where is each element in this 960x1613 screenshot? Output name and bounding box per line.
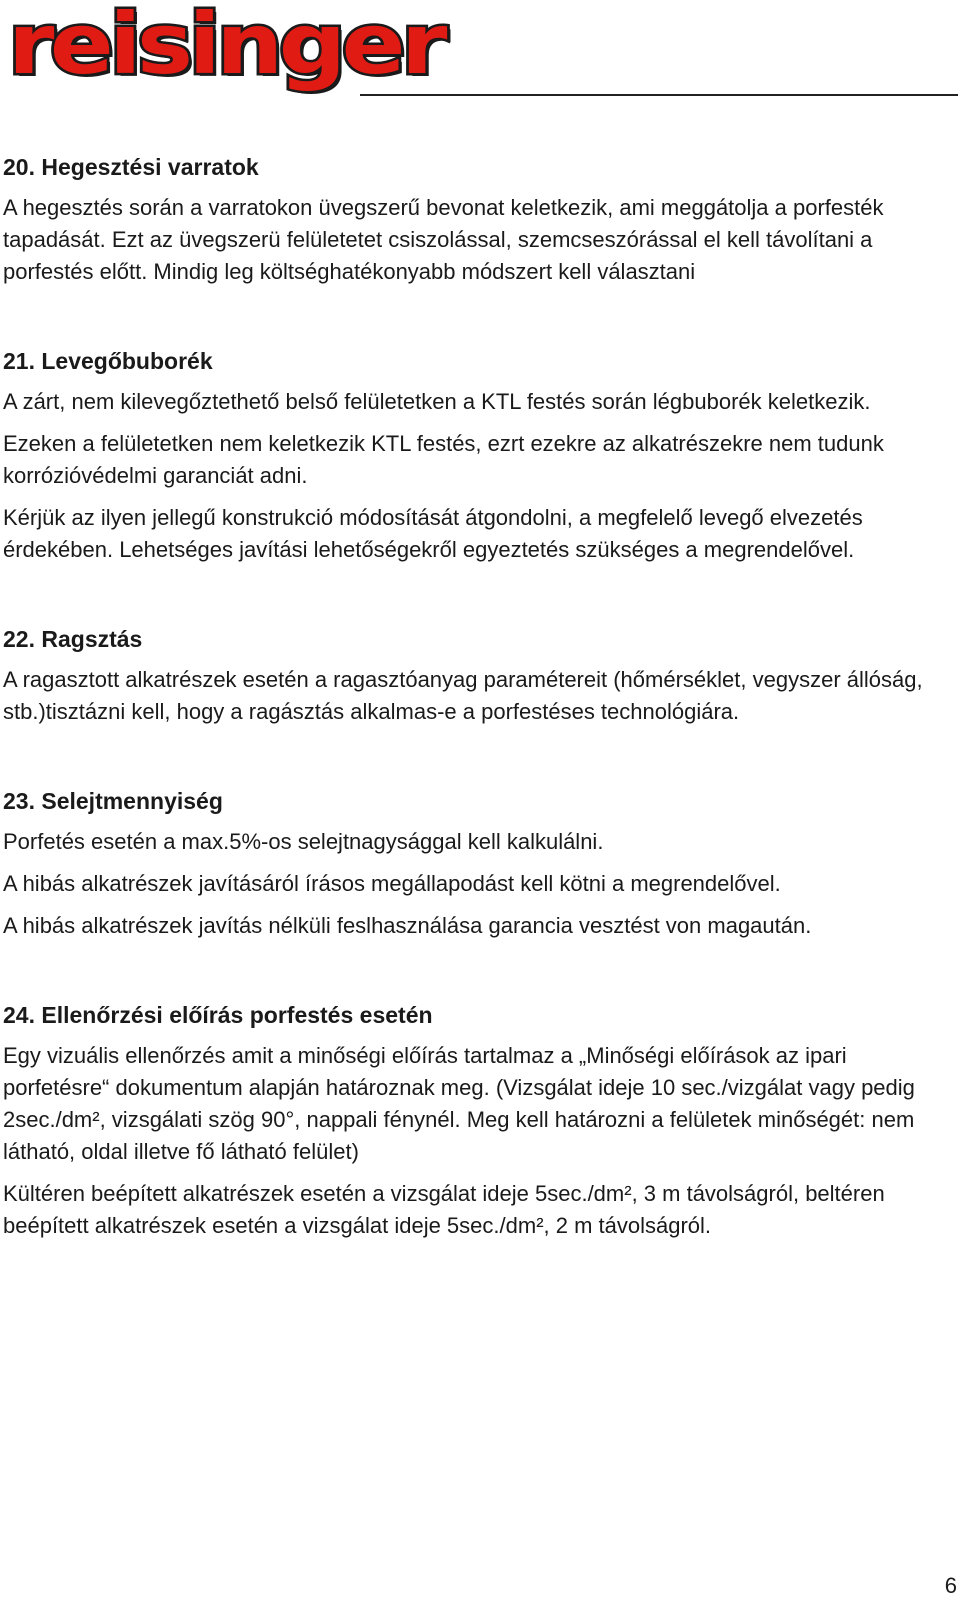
section-heading: 21. Levegőbuborék xyxy=(3,348,213,374)
paragraph: A ragasztott alkatrészek esetén a ragasztóanyag paramétereit (hőmérséklet, vegyszer állóság, stb.)tisztázni kell, hogy a ragásztás alkalmas-e a porfestéses technológiára. xyxy=(3,667,923,724)
section-heading: 20. Hegesztési varratok xyxy=(3,154,259,180)
section-20 xyxy=(3,150,943,288)
paragraph: Egy vizuális ellenőrzés amit a minőségi előírás tartalmaz a „Minőségi előírások az ipari porfetésre“ dokumentum alapján határoznak meg. (Vizsgálat ideje 10 sec./vizgálat vagy pedig 2sec./dm², vizsgálati szög 90°, nappali fénynél. Meg kell határozni a felületek minőségét: nem látható, oldal illetve fő látható felület) xyxy=(3,1043,915,1164)
section-heading: 23. Selejtmennyiség xyxy=(3,788,223,814)
paragraph: Kérjük az ilyen jellegű konstrukció módosítását átgondolni, a megfelelő levegő elvezetés érdekében. Lehetséges javítási lehetőségekről egyeztetés szükséges a megrendelővel. xyxy=(3,505,863,562)
paragraph: Porfetés esetén a max.5%-os selejtnagysággal kell kalkulálni. xyxy=(3,829,604,854)
header-rule xyxy=(360,94,958,96)
document-body xyxy=(3,150,943,1298)
paragraph: A zárt, nem kilevegőztethető belső felületetken a KTL festés során légbuborék keletkezik. xyxy=(3,389,871,414)
section-22 xyxy=(3,622,943,728)
page-header xyxy=(0,0,960,100)
section-heading: 22. Ragsztás xyxy=(3,626,143,652)
page-number: 6 xyxy=(944,1573,957,1598)
paragraph: A hegesztés során a varratokon üvegszerű bevonat keletkezik, ami meggátolja a porfesték tapadását. Ezt az üvegszerü felületetet csiszolással, szemcseszórással el kell távolítani a porfestés előtt. Mindig leg költséghatékonyabb módszert kell választani xyxy=(3,195,884,284)
section-23 xyxy=(3,784,943,942)
company-logo: reisinger xyxy=(8,0,443,93)
section-24 xyxy=(3,998,943,1242)
section-21 xyxy=(3,344,943,566)
paragraph: Ezeken a felületetken nem keletkezik KTL festés, ezrt ezekre az alkatrészekre nem tudunk korrózióvédelmi garanciát adni. xyxy=(3,431,884,488)
paragraph: A hibás alkatrészek javításáról írásos megállapodást kell kötni a megrendelővel. xyxy=(3,871,781,896)
paragraph: A hibás alkatrészek javítás nélküli feslhasználása garancia vesztést von magaután. xyxy=(3,913,812,938)
section-heading: 24. Ellenőrzési előírás porfestés esetén xyxy=(3,1002,433,1028)
paragraph: Kültéren beépített alkatrészek esetén a vizsgálat ideje 5sec./dm², 3 m távolságról, beltéren beépített alkatrészek esetén a vizsgálat ideje 5sec./dm², 2 m távolságról. xyxy=(3,1181,885,1238)
